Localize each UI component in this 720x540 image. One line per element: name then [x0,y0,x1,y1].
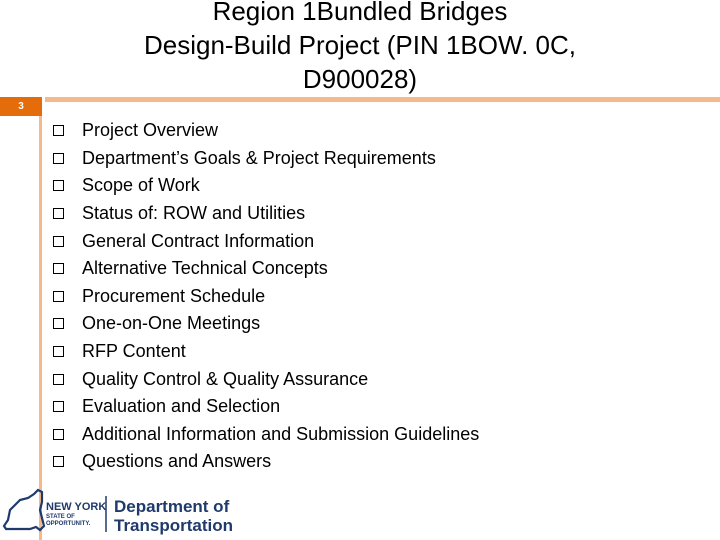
list-item [52,448,479,476]
square-bullet-icon [53,374,64,385]
list-item-label: Project Overview [82,120,219,141]
dot-logo-line1: Department of [114,497,230,516]
square-bullet-icon [53,236,64,247]
list-item-label: Evaluation and Selection [82,396,281,417]
ny-logo-line3: OPPORTUNITY. [46,521,91,527]
square-bullet-icon [53,456,64,467]
ny-logo-line2: STATE OF [46,514,75,520]
square-bullet-icon [53,125,64,136]
list-item [52,283,479,311]
square-bullet-icon [53,318,64,329]
agenda-list [52,117,479,476]
title-line-3: D900028) [302,64,418,94]
list-item-label: Alternative Technical Concepts [82,258,328,279]
square-bullet-icon [53,291,64,302]
title-line-1: Region 1Bundled Bridges [212,0,508,26]
list-item-label: Procurement Schedule [82,285,266,306]
title-line-2: Design-Build Project (PIN 1BOW. 0C, [143,30,577,60]
list-item [52,255,479,283]
list-item-label: Questions and Answers [82,451,272,472]
list-item-label: RFP Content [82,341,186,362]
square-bullet-icon [53,208,64,219]
square-bullet-icon [53,429,64,440]
left-vertical-rule [39,116,42,540]
nysdot-logo [0,480,300,540]
header-divider-bar [45,97,720,102]
list-item [52,227,479,255]
list-item [52,310,479,338]
dot-logo-line2: Transportation [114,516,234,535]
list-item [52,421,479,449]
list-item [52,200,479,228]
ny-state-outline-icon [4,490,44,530]
list-item-label: General Contract Information [82,230,315,251]
slide-number-badge: 3 [0,97,42,116]
square-bullet-icon [53,153,64,164]
list-item-label: Quality Control & Quality Assurance [82,368,369,389]
list-item-label: Department’s Goals & Project Requirements [82,147,436,168]
list-item-label: Additional Information and Submission Guidelines [82,423,480,444]
list-item [52,145,479,173]
list-item [52,393,479,421]
square-bullet-icon [53,401,64,412]
ny-logo-line1: NEW YORK [46,501,107,513]
slide-title [0,0,720,96]
list-item-label: Status of: ROW and Utilities [82,203,306,224]
list-item [52,338,479,366]
square-bullet-icon [53,346,64,357]
square-bullet-icon [53,180,64,191]
list-item-label: One-on-One Meetings [82,313,261,334]
list-item [52,365,479,393]
list-item [52,117,479,145]
square-bullet-icon [53,263,64,274]
list-item-label: Scope of Work [82,175,200,196]
list-item [52,172,479,200]
